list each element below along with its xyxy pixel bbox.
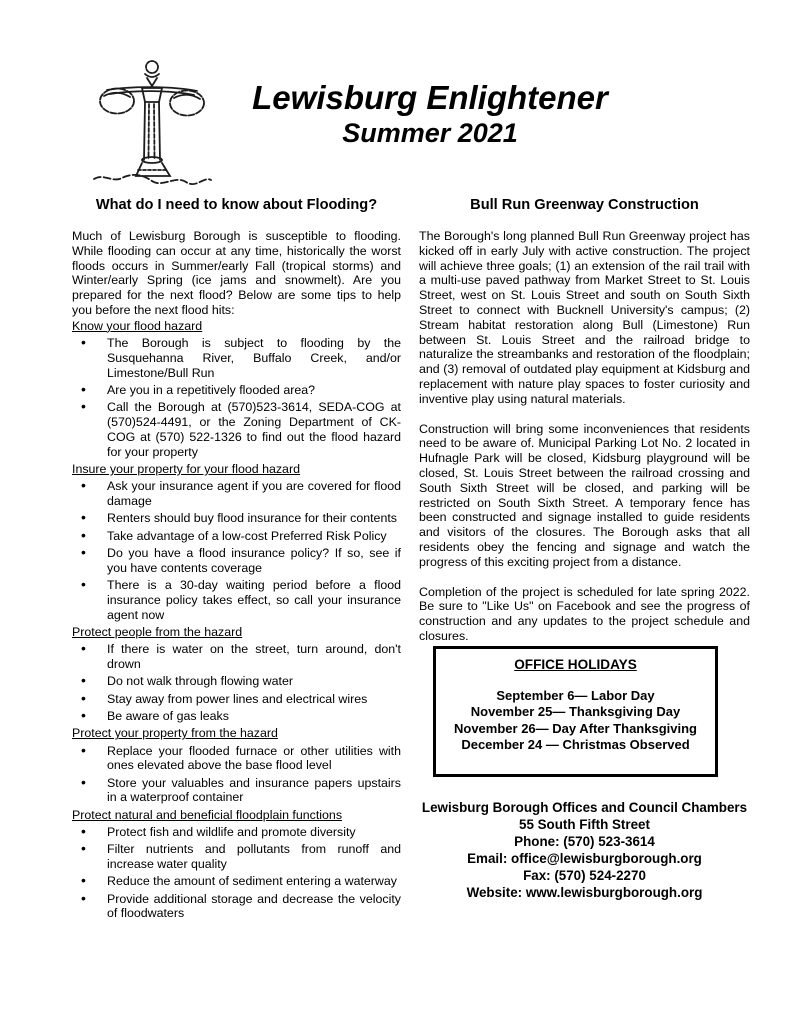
lamppost-logo	[90, 56, 214, 191]
contact-line-offices: Lewisburg Borough Offices and Council Chambers	[421, 799, 748, 815]
bullet-item: • Take advantage of a low-cost Preferred Risk Policy	[72, 529, 401, 544]
bullet-item: • Do not walk through flowing water	[72, 674, 401, 689]
contact-line-website: Website: www.lewisburgborough.org	[466, 884, 703, 900]
greenway-article-heading: Bull Run Greenway Construction	[470, 197, 699, 213]
contact-line-address: 55 South Fifth Street	[519, 816, 650, 832]
holiday-item: December 24 — Christmas Observed	[461, 737, 690, 753]
bullet-item: • Stay away from power lines and electrical wires	[72, 692, 401, 707]
bullet-item: • Reduce the amount of sediment entering a waterway	[72, 874, 401, 889]
contact-line-email: Email: office@lewisburgborough.org	[467, 850, 702, 866]
office-holidays-title: OFFICE HOLIDAYS	[514, 656, 637, 672]
masthead	[210, 80, 650, 148]
holiday-item: September 6— Labor Day	[496, 687, 655, 703]
bullet-item: • There is a 30-day waiting period before a flood insurance policy takes effect, so call your insurance agent now	[72, 578, 401, 622]
bullet-item: • If there is water on the street, turn around, don't drown	[72, 642, 401, 672]
section-subhead-know-hazard: Know your flood hazard	[72, 318, 203, 333]
contact-line-fax: Fax: (570) 524-2270	[523, 867, 646, 883]
bullet-item: • Protect fish and wildlife and promote diversity	[72, 825, 401, 840]
holiday-item: November 26— Day After Thanksgiving	[454, 720, 697, 736]
bullet-item: • Call the Borough at (570)523-3614, SEDA-COG at (570)524-4491, or the Zoning Department of CK-COG at (570) 522-1326 to find out the flood hazard for your property	[72, 400, 401, 459]
bullet-item: • The Borough is subject to flooding by the Susquehanna River, Buffalo Creek, and/or Limestone/Bull Run	[72, 336, 401, 380]
section-subhead-protect-property: Protect your property from the hazard	[72, 726, 278, 741]
bullet-item: • Store your valuables and insurance papers upstairs in a waterproof container	[72, 776, 401, 806]
holiday-item: November 25— Thanksgiving Day	[470, 704, 681, 720]
bullet-item: • Do you have a flood insurance policy? If so, see if you have contents coverage	[72, 546, 401, 576]
bullet-item: • Provide additional storage and decrease the velocity of floodwaters	[72, 892, 401, 922]
bullet-item: • Ask your insurance agent if you are covered for flood damage	[72, 479, 401, 509]
office-holidays-box	[433, 646, 718, 777]
section-subhead-protect-floodplain: Protect natural and beneficial floodplain functions	[72, 807, 343, 822]
bullet-item: • Replace your flooded furnace or other utilities with ones elevated above the base flood level	[72, 744, 401, 774]
section-subhead-protect-people: Protect people from the hazard	[72, 624, 243, 639]
greenway-paragraph-3: Completion of the project is scheduled for late spring 2022. Be sure to "Like Us" on Facebook and see the progress of construction and any updates to the project schedule and closures.	[419, 584, 750, 643]
greenway-paragraph-2: Construction will bring some inconveniences that residents need to be aware of. Municipal Parking Lot No. 2 located in Hufnagle Park will be closed, Kidsburg playground will be closed, St. Louis Street between the railroad crossing and South Sixth Street will be closed, and parking will be restricted on South Sixth Street. A temporary fence has been constructed and signage installed to guide residents and visitors of the closures. The Borough asks that all residents obey the fencing and signage and watch the progress of this exciting project from a distance.	[419, 421, 750, 569]
newsletter-subtitle: Summer 2021	[342, 118, 518, 148]
left-column	[72, 196, 401, 924]
greenway-paragraph-1: The Borough's long planned Bull Run Greenway project has kicked off in early July with active construction. The project will achieve three goals; (1) an extension of the rail trail with a multi-use paved pathway from Market Street to St. Louis Street, west on St. Louis Street and south on South Sixth Street to connect with Bucknell University's campus; (2) Stream habitat restoration along Bull (Limestone) Run between St. Louis Street and the railroad bridge to naturalize the streambanks and restoration of the floodplain; and (3) removal of outdated play equipment at Kidsburg and replacement with nature play spaces to foster curiosity and inventive play using natural materials.	[419, 229, 750, 406]
section-subhead-insure-property: Insure your property for your flood hazard	[72, 461, 300, 476]
right-column	[419, 196, 750, 901]
bullet-item: • Are you in a repetitively flooded area?	[72, 383, 401, 398]
contact-line-phone: Phone: (570) 523-3614	[514, 833, 655, 849]
contact-block	[419, 799, 750, 901]
bullet-item: • Filter nutrients and pollutants from runoff and increase water quality	[72, 842, 401, 872]
bullet-item: • Be aware of gas leaks	[72, 709, 401, 724]
flooding-intro-paragraph: Much of Lewisburg Borough is susceptible to flooding. While flooding can occur at any time, historically the worst floods occurs in Summer/early Fall (tropical storms) and Winter/early Spring (ice jams and snowmelt). Are you prepared for the next flood? Below are some tips to help you before the next flood hits:	[72, 229, 401, 317]
lamppost-icon	[90, 56, 214, 186]
newsletter-title: Lewisburg Enlightener	[252, 79, 608, 116]
bullet-item: • Renters should buy flood insurance for their contents	[72, 511, 401, 526]
flooding-article-heading: What do I need to know about Flooding?	[95, 197, 378, 213]
